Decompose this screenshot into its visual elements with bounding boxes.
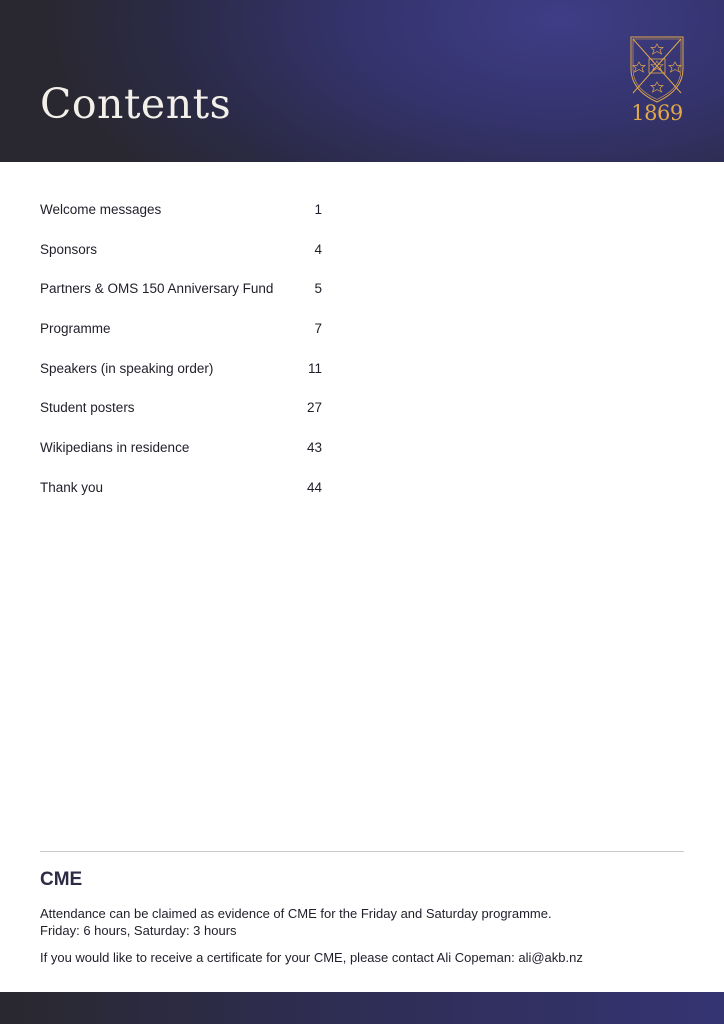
toc-page-number: 27 <box>306 400 322 416</box>
toc-label: Wikipedians in residence <box>40 440 190 456</box>
toc-entry-speakers[interactable] <box>40 359 322 399</box>
crest-year: 1869 <box>631 101 683 125</box>
toc-page-number: 44 <box>306 479 322 495</box>
toc-page-number: 4 <box>314 241 322 257</box>
toc-label: Sponsors <box>40 241 98 257</box>
university-crest-icon <box>628 35 686 105</box>
toc-entry-thank-you[interactable] <box>40 478 322 518</box>
toc-label: Partners & OMS 150 Anniversary Fund <box>40 281 274 297</box>
page-title: Contents <box>40 80 232 128</box>
toc-label: Welcome messages <box>40 202 162 217</box>
toc-label: Thank you <box>40 479 104 495</box>
toc-entry-sponsors[interactable] <box>40 240 322 280</box>
cme-heading: CME <box>40 869 83 890</box>
toc-page-number: 5 <box>314 281 322 297</box>
cme-attendance-text: Attendance can be claimed as evidence of CME for the Friday and Saturday programme. <box>40 906 552 921</box>
toc-label: Programme <box>40 321 111 337</box>
toc-entry-student-posters[interactable] <box>40 398 322 438</box>
toc-page-number: 1 <box>314 202 322 217</box>
header-banner <box>0 0 724 162</box>
toc-label: Speakers (in speaking order) <box>40 360 214 376</box>
cme-contact-text: If you would like to receive a certificate for your CME, please contact Ali Copeman: ali@akb.nz <box>40 950 583 965</box>
toc-entry-wikipedians[interactable] <box>40 438 322 478</box>
toc-entry-partners[interactable] <box>40 279 322 319</box>
table-of-contents <box>40 200 322 518</box>
toc-page-number: 7 <box>314 321 322 337</box>
toc-label: Student posters <box>40 400 135 416</box>
toc-entry-welcome-messages[interactable] <box>40 200 322 240</box>
toc-page-number: 11 <box>307 360 322 376</box>
section-divider <box>40 851 684 852</box>
footer-band <box>0 992 724 1024</box>
toc-page-number: 43 <box>306 440 322 456</box>
cme-hours-text: Friday: 6 hours, Saturday: 3 hours <box>40 923 237 938</box>
toc-entry-programme[interactable] <box>40 319 322 359</box>
